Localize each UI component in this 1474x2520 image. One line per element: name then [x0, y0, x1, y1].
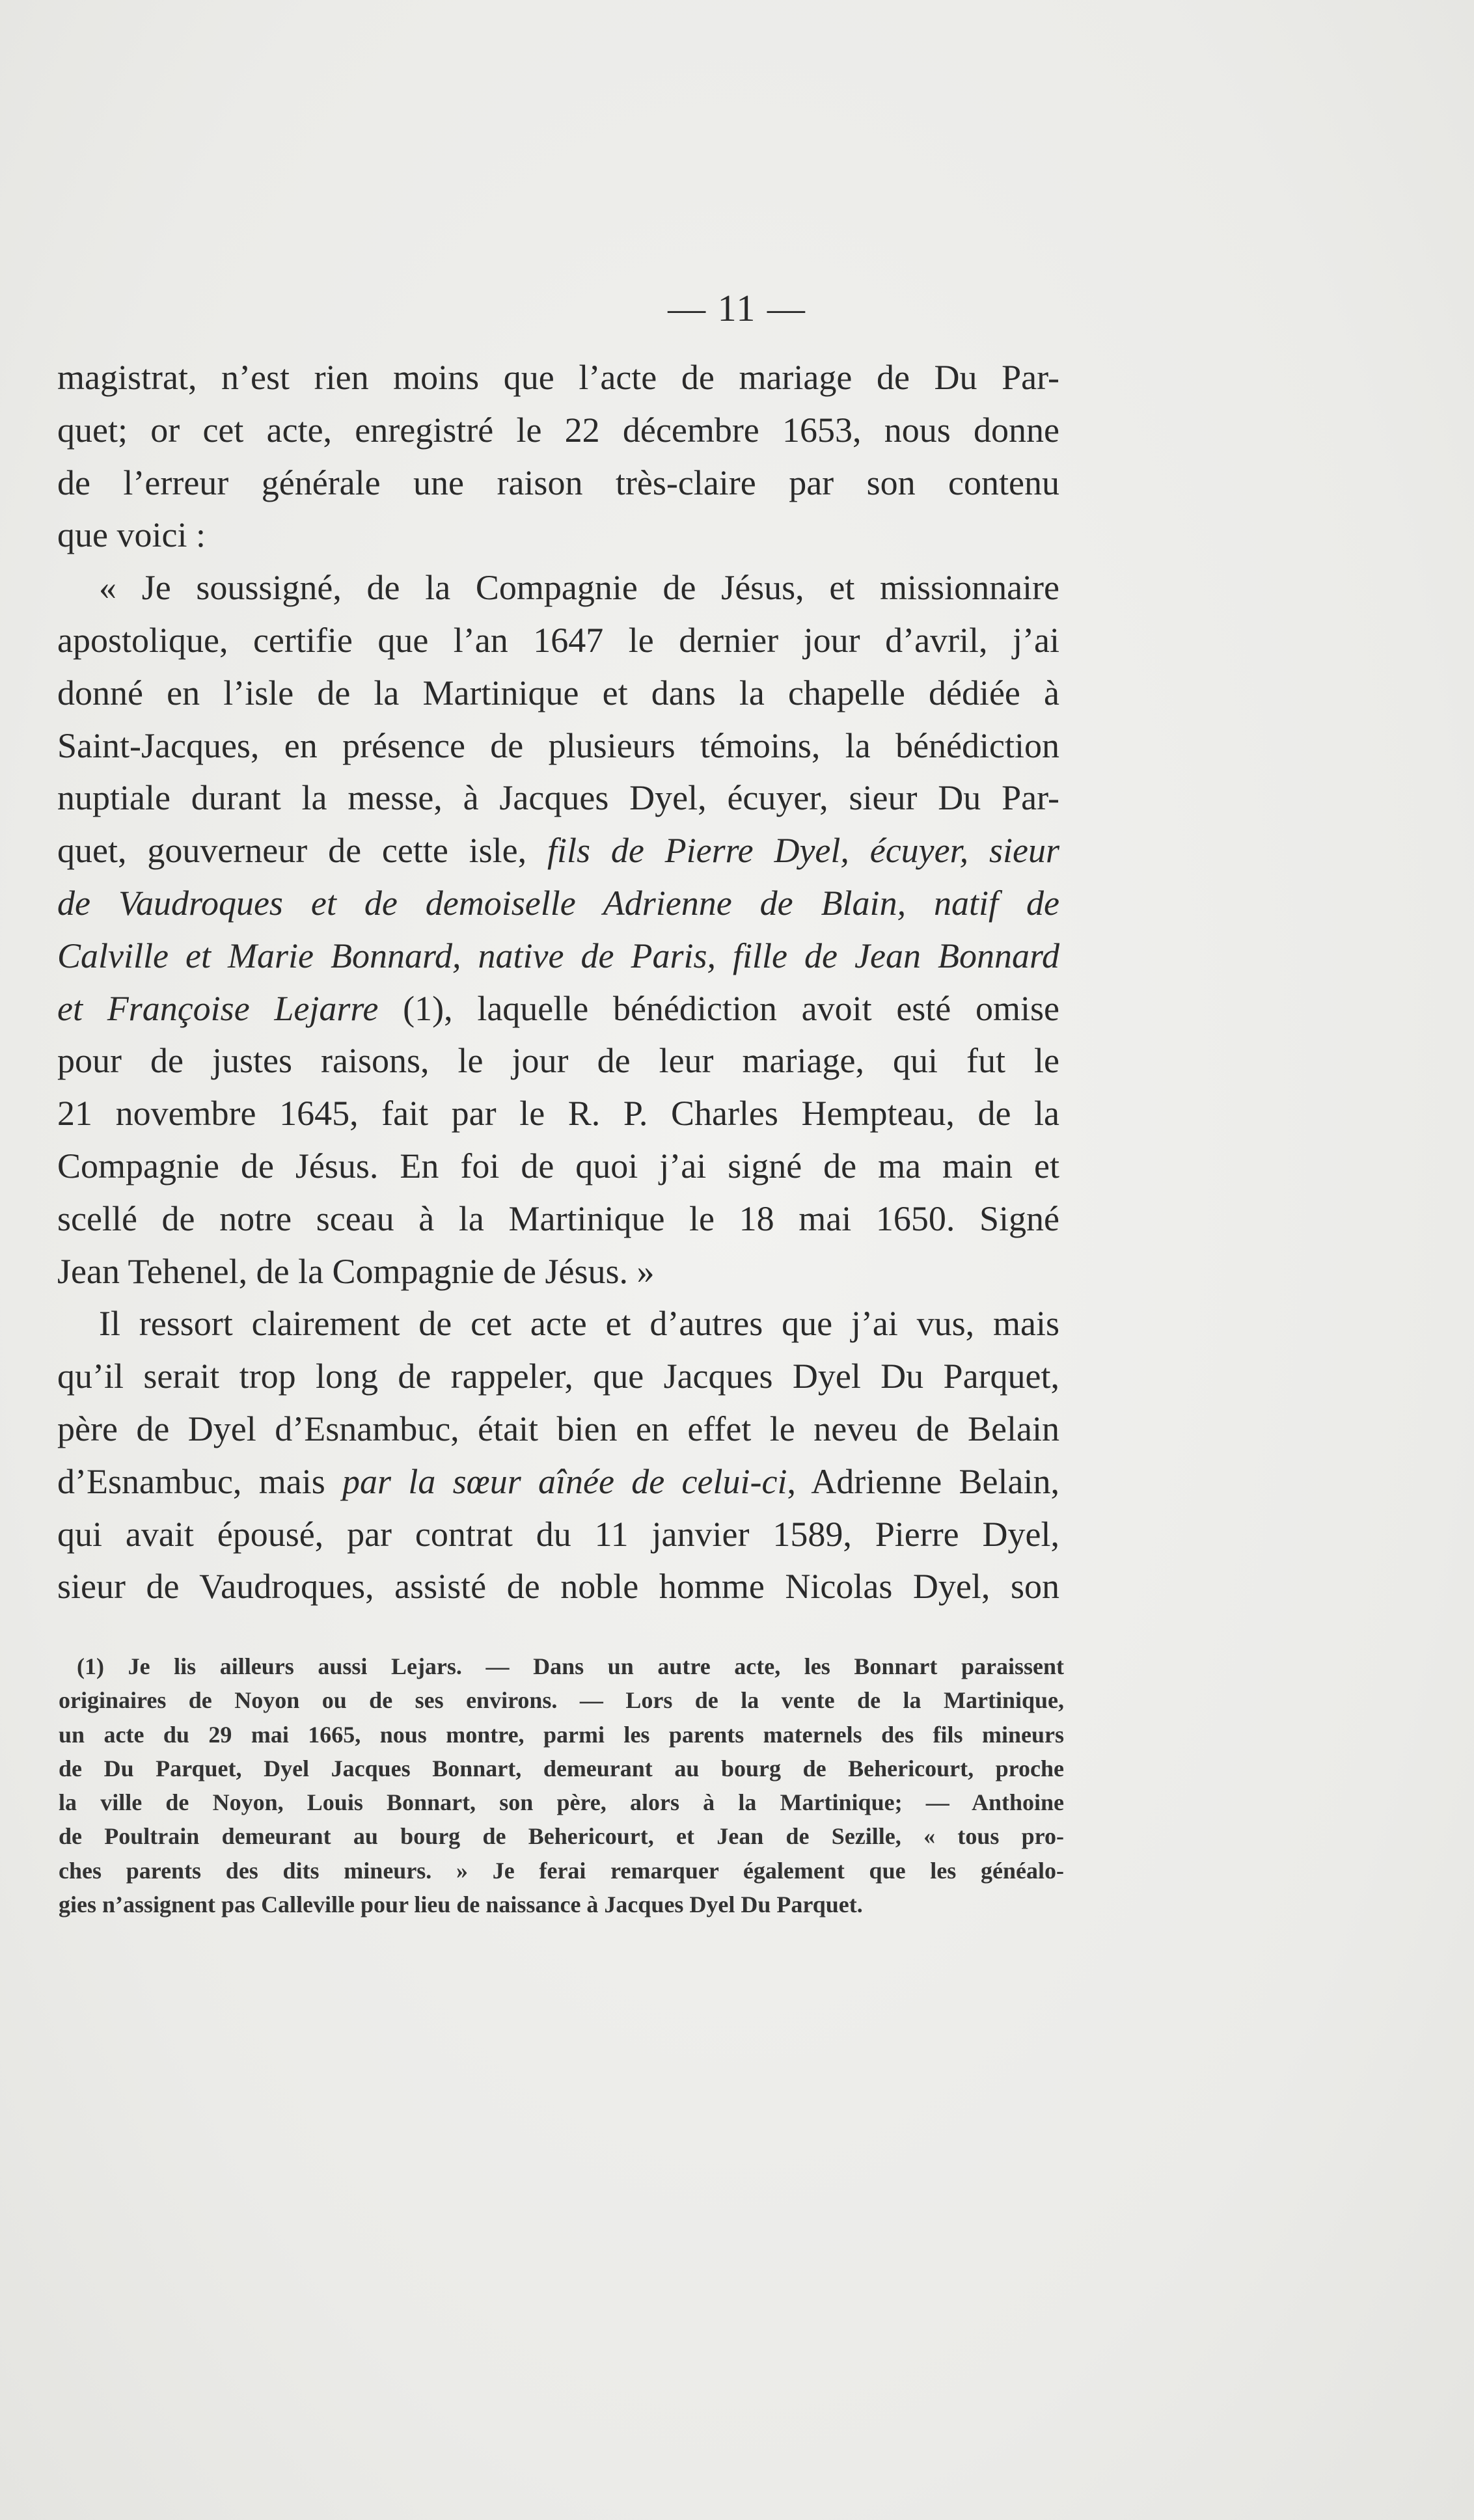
text-line [57, 1508, 1059, 1561]
page-number: — 11 — [668, 287, 806, 329]
text-span: quet; or cet acte, enregistré le 22 décembre 1653, nous donne [57, 410, 1059, 450]
text-line [57, 720, 1059, 772]
text-line [57, 667, 1059, 720]
text-line [57, 1297, 1059, 1350]
text-line [57, 1035, 1059, 1087]
text-span: , Adrienne Belain, [787, 1461, 1059, 1501]
text-line [57, 351, 1059, 404]
text-span: Jean Tehenel, de la Compagnie de Jésus. » [57, 1251, 655, 1291]
text-span: que voici : [57, 515, 206, 555]
footnote-line: de Du Parquet, Dyel Jacques Bonnart, demeurant au bourg de Behericourt, proche [59, 1755, 1064, 1782]
italic-span: de Vaudroques et de demoiselle Adrienne de Blain, natif de [57, 883, 1059, 923]
main-text [57, 351, 1059, 1613]
text-span: pour de justes raisons, le jour de leur mariage, qui fut le [57, 1041, 1059, 1081]
footnote-line: ches parents des dits mineurs. » Je ferai remarquer également que les généalo- [59, 1857, 1064, 1884]
footnote-line: (1) Je lis ailleurs aussi Lejars. — Dans un autre acte, les Bonnart paraissent [77, 1653, 1064, 1679]
text-span: (1), laquelle bénédiction avoit esté omise [378, 988, 1059, 1028]
italic-span: fils de Pierre Dyel, écuyer, sieur [547, 831, 1059, 871]
text-span: apostolique, certifie que l’an 1647 le dernier jour d’avril, j’ai [57, 620, 1059, 660]
footnote-line: un acte du 29 mai 1665, nous montre, parmi les parents maternels des fils mineurs [59, 1721, 1064, 1748]
text-line [57, 509, 1059, 562]
text-line [57, 930, 1059, 982]
text-span: de l’erreur générale une raison très-claire par son contenu [57, 463, 1059, 502]
footnote-line: originaires de Noyon ou de ses environs. — Lors de la vente de la Martinique, [59, 1687, 1064, 1714]
footnotes [59, 1649, 1064, 1921]
footnote-line: la ville de Noyon, Louis Bonnart, son père, alors à la Martinique; — Anthoine [59, 1789, 1064, 1816]
text-span: qu’il serait trop long de rappeler, que Jacques Dyel Du Parquet, [57, 1357, 1059, 1396]
text-span: Il ressort clairement de cet acte et d’autres que j’ai vus, mais [99, 1304, 1059, 1344]
text-span: qui avait épousé, par contrat du 11 janvier 1589, Pierre Dyel, [57, 1514, 1059, 1554]
italic-span: par la sœur aînée de celui-ci [342, 1461, 787, 1501]
text-line [57, 1456, 1059, 1508]
footnote-line: gies n’assignent pas Calleville pour lieu de naissance à Jacques Dyel Du Parquet. [59, 1891, 863, 1918]
italic-span: Calville et Marie Bonnard, native de Paris, fille de Jean Bonnard [57, 936, 1059, 975]
text-line [57, 877, 1059, 930]
text-span: 21 novembre 1645, fait par le R. P. Charles Hempteau, de la [57, 1094, 1059, 1133]
text-span: nuptiale durant la messe, à Jacques Dyel, écuyer, sieur Du Par- [57, 778, 1059, 818]
text-span: donné en l’isle de la Martinique et dans la chapelle dédiée à [57, 673, 1059, 712]
footnote-line: de Poultrain demeurant au bourg de Behericourt, et Jean de Sezille, « tous pro- [59, 1823, 1064, 1850]
text-line [57, 1087, 1059, 1140]
text-span: scellé de notre sceau à la Martinique le 18 mai 1650. Signé [57, 1199, 1059, 1238]
text-line [57, 982, 1059, 1035]
text-line [57, 562, 1059, 614]
text-line [57, 457, 1059, 509]
text-line [57, 614, 1059, 667]
text-line [57, 1403, 1059, 1456]
text-line [57, 1560, 1059, 1613]
text-span: père de Dyel d’Esnambuc, était bien en effet le neveu de Belain [57, 1409, 1059, 1448]
text-line [57, 1245, 1059, 1298]
text-line [57, 1140, 1059, 1193]
text-line [57, 404, 1059, 457]
text-span: Saint-Jacques, en présence de plusieurs témoins, la bénédiction [57, 725, 1059, 765]
text-span: magistrat, n’est rien moins que l’acte de mariage de Du Par- [57, 358, 1059, 397]
text-line [57, 824, 1059, 877]
text-span: sieur de Vaudroques, assisté de noble homme Nicolas Dyel, son [57, 1567, 1059, 1606]
text-line [57, 1350, 1059, 1403]
text-span: « Je soussigné, de la Compagnie de Jésus, et missionnaire [99, 568, 1059, 608]
text-span: quet, gouverneur de cette isle, [57, 831, 547, 871]
text-line [57, 1193, 1059, 1245]
text-span: Compagnie de Jésus. En foi de quoi j’ai signé de ma main et [57, 1146, 1059, 1185]
italic-span: et Françoise Lejarre [57, 988, 379, 1028]
text-line [57, 772, 1059, 824]
text-span: d’Esnambuc, mais [57, 1461, 343, 1501]
